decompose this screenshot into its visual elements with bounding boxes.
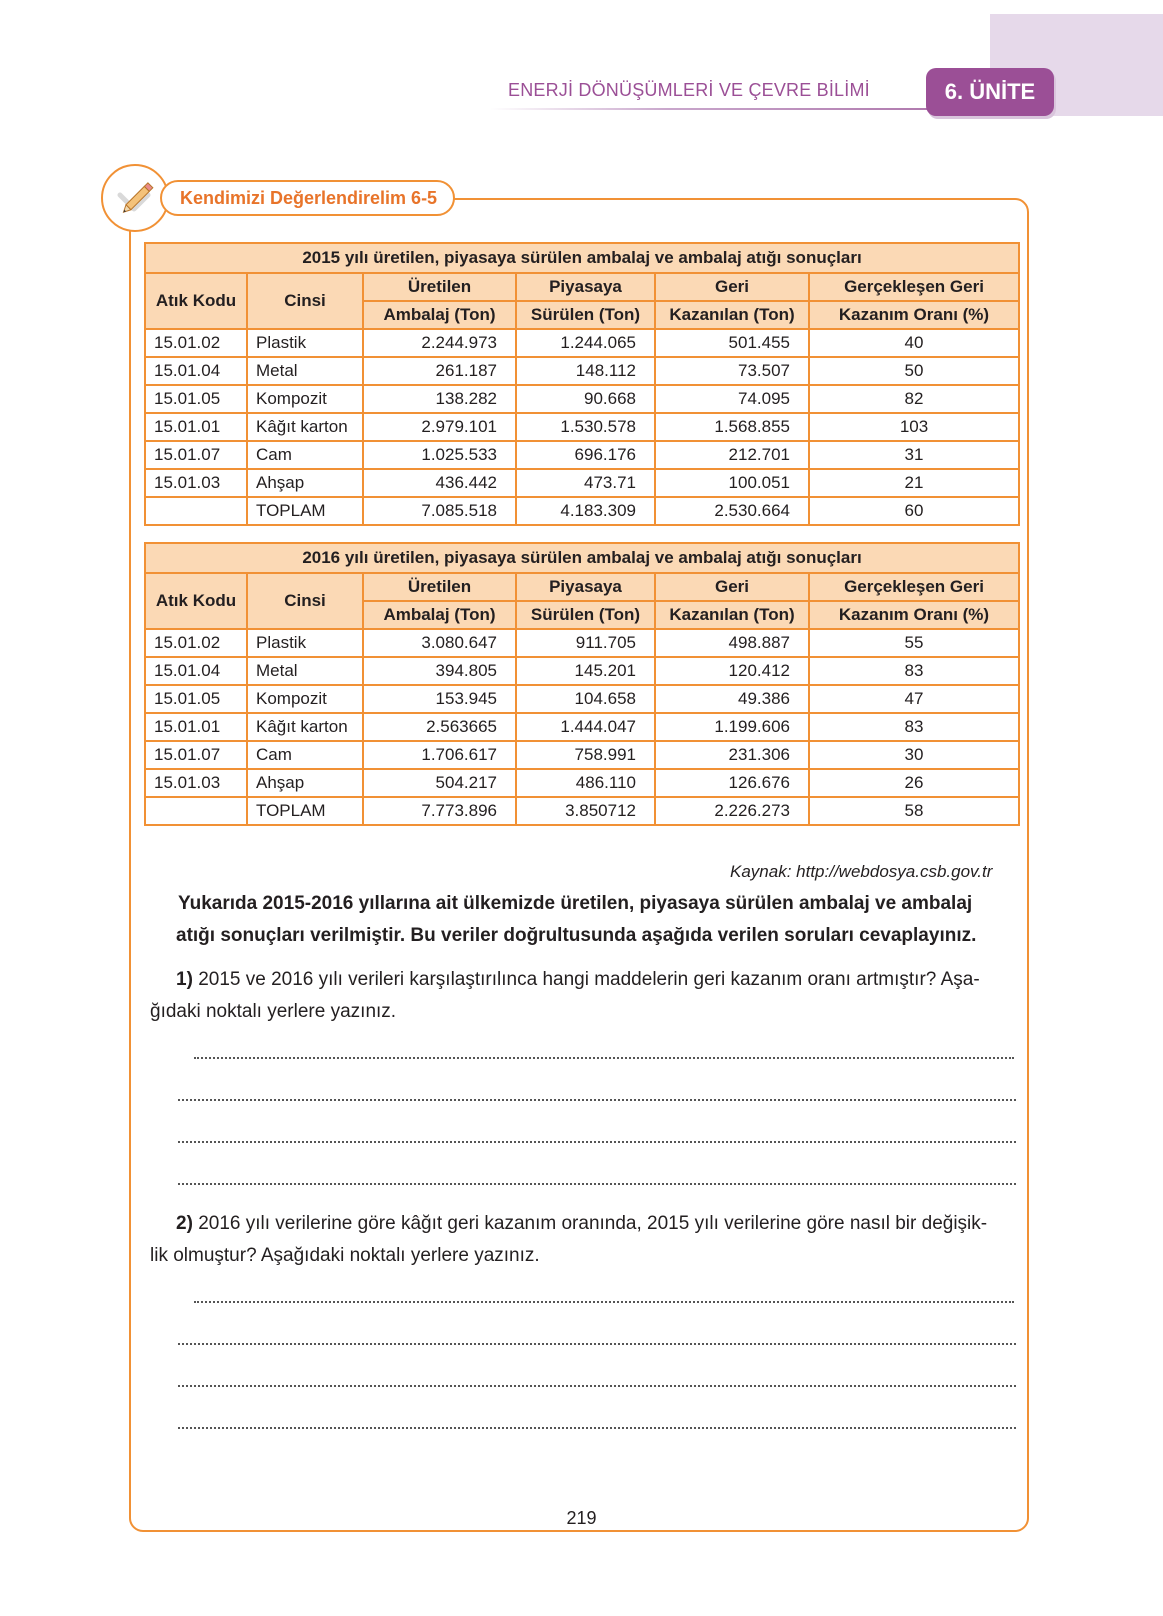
- cell-produced: 7.773.896: [363, 797, 516, 825]
- question-text-continued: ğıdaki noktalı yerlere yazınız.: [150, 1001, 397, 1022]
- column-header: Cinsi: [247, 273, 363, 329]
- table-caption: 2015 yılı üretilen, piyasaya sürülen ambalaj ve ambalaj atığı sonuçları: [145, 243, 1019, 273]
- cell-recovered: 73.507: [655, 357, 809, 385]
- cell-rate: 21: [809, 469, 1019, 497]
- cell-rate: 26: [809, 769, 1019, 797]
- table-row: [145, 413, 1019, 441]
- table-row: [145, 657, 1019, 685]
- cell-rate: 31: [809, 441, 1019, 469]
- cell-rate: 60: [809, 497, 1019, 525]
- cell-kind: Metal: [247, 357, 363, 385]
- page-number: 219: [566, 1508, 597, 1528]
- cell-market: 148.112: [516, 357, 655, 385]
- cell-recovered: 74.095: [655, 385, 809, 413]
- cell-market: 104.658: [516, 685, 655, 713]
- cell-market: 4.183.309: [516, 497, 655, 525]
- table-row: [145, 469, 1019, 497]
- total-row: [145, 497, 1019, 525]
- column-header: Kazanım Oranı (%): [809, 601, 1019, 629]
- cell-recovered: 49.386: [655, 685, 809, 713]
- cell-recovered: 501.455: [655, 329, 809, 357]
- cell-rate: 50: [809, 357, 1019, 385]
- answer-line[interactable]: [178, 1098, 1016, 1101]
- cell-recovered: 212.701: [655, 441, 809, 469]
- cell-produced: 2.244.973: [363, 329, 516, 357]
- answer-line[interactable]: [178, 1182, 1016, 1185]
- table-row: [145, 741, 1019, 769]
- cell-produced: 153.945: [363, 685, 516, 713]
- cell-market: 911.705: [516, 629, 655, 657]
- cell-rate: 83: [809, 713, 1019, 741]
- cell-kind: Kompozit: [247, 685, 363, 713]
- cell-market: 758.991: [516, 741, 655, 769]
- answer-line[interactable]: [178, 1140, 1016, 1143]
- cell-produced: 261.187: [363, 357, 516, 385]
- cell-code: 15.01.05: [145, 385, 247, 413]
- cell-market: 1.530.578: [516, 413, 655, 441]
- column-header: Atık Kodu: [145, 573, 247, 629]
- table-row: [145, 769, 1019, 797]
- question-text: 2016 yılı verilerine göre kâğıt geri kazanım oranında, 2015 yılı verilerine göre nasıl bir değişik-: [198, 1213, 988, 1234]
- cell-recovered: 498.887: [655, 629, 809, 657]
- cell-produced: 2.979.101: [363, 413, 516, 441]
- cell-rate: 82: [809, 385, 1019, 413]
- results-table-2015: [144, 242, 1020, 526]
- column-header: Kazanılan (Ton): [655, 601, 809, 629]
- cell-code: 15.01.05: [145, 685, 247, 713]
- cell-recovered: 120.412: [655, 657, 809, 685]
- cell-kind: Ahşap: [247, 769, 363, 797]
- cell-rate: 83: [809, 657, 1019, 685]
- cell-produced: 138.282: [363, 385, 516, 413]
- cell-kind: TOPLAM: [247, 797, 363, 825]
- cell-produced: 3.080.647: [363, 629, 516, 657]
- column-header: Piyasaya: [516, 573, 655, 601]
- cell-produced: 436.442: [363, 469, 516, 497]
- cell-code: 15.01.03: [145, 769, 247, 797]
- cell-rate: 58: [809, 797, 1019, 825]
- cell-rate: 47: [809, 685, 1019, 713]
- answer-line[interactable]: [178, 1384, 1016, 1387]
- cell-produced: 504.217: [363, 769, 516, 797]
- table-row: [145, 329, 1019, 357]
- cell-code: 15.01.01: [145, 713, 247, 741]
- answer-line[interactable]: [194, 1056, 1014, 1059]
- table-row: [145, 713, 1019, 741]
- table-row: [145, 385, 1019, 413]
- results-table-2016: [144, 542, 1020, 826]
- cell-code: 15.01.07: [145, 441, 247, 469]
- cell-code: 15.01.02: [145, 629, 247, 657]
- cell-rate: 55: [809, 629, 1019, 657]
- column-header: Atık Kodu: [145, 273, 247, 329]
- answer-line[interactable]: [178, 1342, 1016, 1345]
- cell-kind: Plastik: [247, 629, 363, 657]
- cell-kind: TOPLAM: [247, 497, 363, 525]
- column-header: Ambalaj (Ton): [363, 301, 516, 329]
- chapter-title: ENERJİ DÖNÜŞÜMLERİ VE ÇEVRE BİLİMİ: [508, 80, 870, 100]
- table-caption: 2016 yılı üretilen, piyasaya sürülen ambalaj ve ambalaj atığı sonuçları: [145, 543, 1019, 573]
- source-note: Kaynak: http://webdosya.csb.gov.tr: [730, 862, 993, 881]
- cell-market: 696.176: [516, 441, 655, 469]
- cell-market: 1.244.065: [516, 329, 655, 357]
- column-header: Ambalaj (Ton): [363, 601, 516, 629]
- cell-market: 3.850712: [516, 797, 655, 825]
- column-header: Kazanım Oranı (%): [809, 301, 1019, 329]
- cell-recovered: 2.226.273: [655, 797, 809, 825]
- cell-market: 90.668: [516, 385, 655, 413]
- cell-kind: Kâğıt karton: [247, 413, 363, 441]
- table-row: [145, 629, 1019, 657]
- cell-code: 15.01.04: [145, 657, 247, 685]
- section-title: Kendimizi Değerlendirelim 6-5: [160, 180, 455, 216]
- cell-market: 473.71: [516, 469, 655, 497]
- cell-recovered: 2.530.664: [655, 497, 809, 525]
- cell-market: 486.110: [516, 769, 655, 797]
- cell-code: 15.01.03: [145, 469, 247, 497]
- cell-recovered: 231.306: [655, 741, 809, 769]
- cell-rate: 30: [809, 741, 1019, 769]
- column-header: Geri: [655, 573, 809, 601]
- table-row: [145, 357, 1019, 385]
- question-text: 2015 ve 2016 yılı verileri karşılaştırılınca hangi maddelerin geri kazanım oranı artmıştır? Aşa-: [198, 969, 980, 990]
- question-number: 1): [176, 969, 193, 990]
- cell-kind: Metal: [247, 657, 363, 685]
- column-header: Üretilen: [363, 273, 516, 301]
- cell-produced: 1.025.533: [363, 441, 516, 469]
- answer-line[interactable]: [194, 1300, 1014, 1303]
- column-header: Gerçekleşen Geri: [809, 273, 1019, 301]
- cell-rate: 103: [809, 413, 1019, 441]
- cell-code: 15.01.07: [145, 741, 247, 769]
- column-header: Piyasaya: [516, 273, 655, 301]
- cell-produced: 2.563665: [363, 713, 516, 741]
- column-header: Kazanılan (Ton): [655, 301, 809, 329]
- cell-produced: 394.805: [363, 657, 516, 685]
- cell-kind: Ahşap: [247, 469, 363, 497]
- cell-recovered: 100.051: [655, 469, 809, 497]
- instructions-paragraph: Yukarıda 2015-2016 yıllarına ait ülkemizde üretilen, piyasaya sürülen ambalaj ve ambalaj atığı sonuçları verilmiştir. Bu veriler doğrultusunda aşağıda verilen soruları cevaplayınız.: [176, 893, 977, 946]
- cell-kind: Kompozit: [247, 385, 363, 413]
- question-text-continued: lik olmuştur? Aşağıdaki noktalı yerlere yazınız.: [150, 1245, 540, 1266]
- table-row: [145, 441, 1019, 469]
- question-2: [150, 1208, 1016, 1272]
- cell-recovered: 126.676: [655, 769, 809, 797]
- table-row: [145, 685, 1019, 713]
- cell-code: 15.01.01: [145, 413, 247, 441]
- cell-kind: Cam: [247, 741, 363, 769]
- cell-kind: Plastik: [247, 329, 363, 357]
- cell-produced: 7.085.518: [363, 497, 516, 525]
- cell-code: [145, 497, 247, 525]
- column-header: Sürülen (Ton): [516, 601, 655, 629]
- total-row: [145, 797, 1019, 825]
- section-icon-holder: [101, 164, 169, 232]
- cell-kind: Kâğıt karton: [247, 713, 363, 741]
- pencil-icon: [112, 175, 158, 221]
- cell-rate: 40: [809, 329, 1019, 357]
- cell-market: 1.444.047: [516, 713, 655, 741]
- unit-badge: 6. ÜNİTE: [926, 68, 1054, 116]
- question-1: [150, 964, 1016, 1028]
- cell-kind: Cam: [247, 441, 363, 469]
- column-header: Sürülen (Ton): [516, 301, 655, 329]
- column-header: Cinsi: [247, 573, 363, 629]
- cell-code: 15.01.04: [145, 357, 247, 385]
- answer-line[interactable]: [178, 1426, 1016, 1429]
- column-header: Geri: [655, 273, 809, 301]
- cell-code: 15.01.02: [145, 329, 247, 357]
- cell-recovered: 1.568.855: [655, 413, 809, 441]
- column-header: Üretilen: [363, 573, 516, 601]
- cell-recovered: 1.199.606: [655, 713, 809, 741]
- question-number: 2): [176, 1213, 193, 1234]
- cell-produced: 1.706.617: [363, 741, 516, 769]
- cell-code: [145, 797, 247, 825]
- header-divider: [490, 108, 930, 110]
- column-header: Gerçekleşen Geri: [809, 573, 1019, 601]
- cell-market: 145.201: [516, 657, 655, 685]
